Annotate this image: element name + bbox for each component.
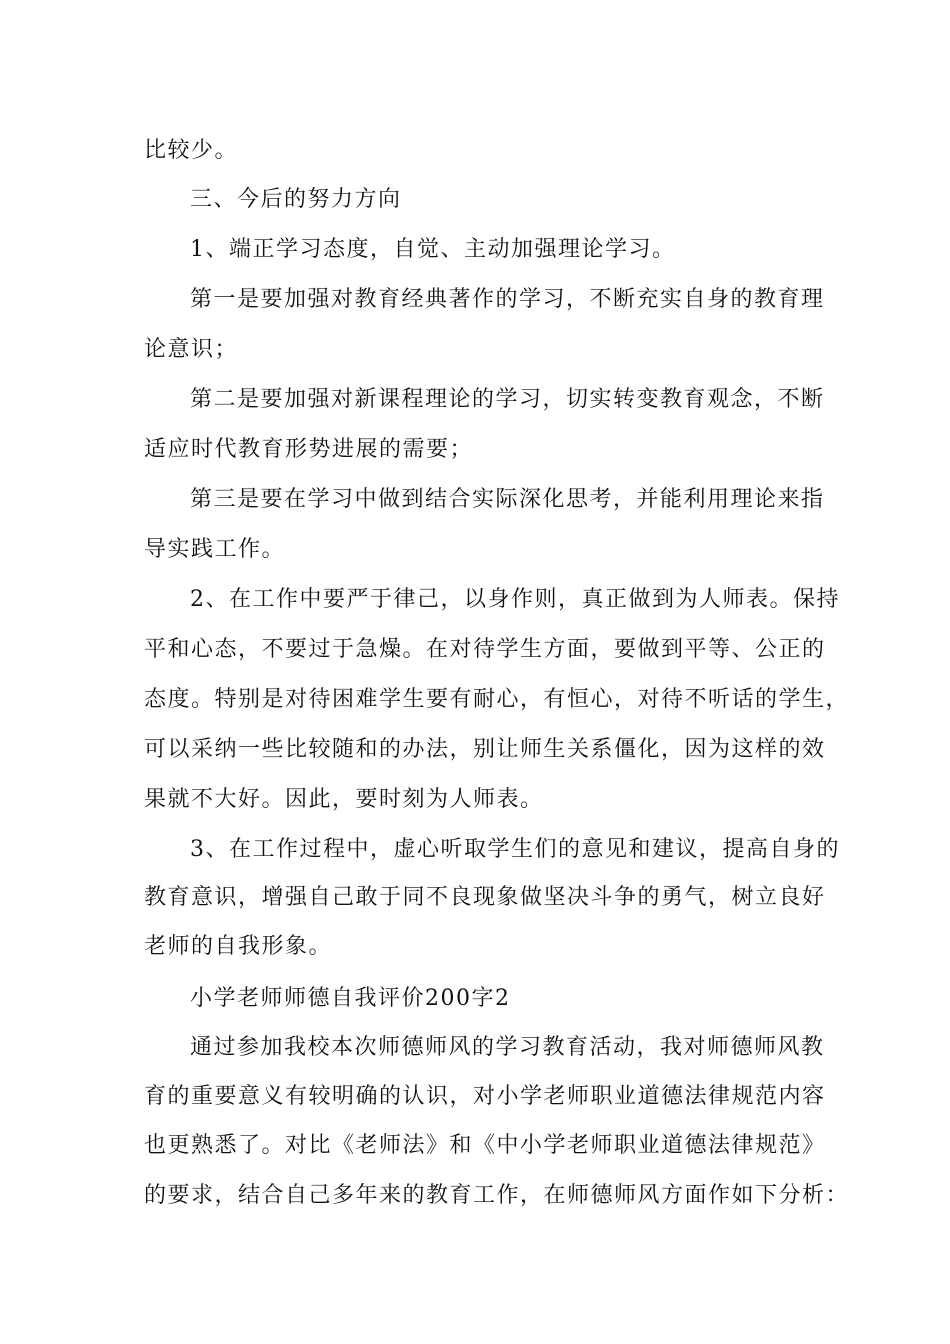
body-text-line: 育的重要意义有较明确的认识，对小学老师职业道德法律规范内容 (144, 1084, 826, 1109)
body-text-line: 的要求，结合自己多年来的教育工作，在师德师风方面作如下分析： (144, 1183, 850, 1208)
body-text-line: 果就不大好。因此，要时刻为人师表。 (144, 787, 544, 812)
body-text-line: 可以采纳一些比较随和的办法，别让师生关系僵化，因为这样的效 (144, 737, 826, 762)
body-text-line: 论意识； (144, 337, 239, 362)
body-text-line: 第二是要加强对新课程理论的学习，切实转变教育观念，不断 (190, 387, 825, 412)
body-text-line: 通过参加我校本次师德师风的学习教育活动，我对师德师风教 (190, 1035, 825, 1060)
body-text-line: 第一是要加强对教育经典著作的学习，不断充实自身的教育理 (190, 287, 825, 312)
list-item-heading: 1、端正学习态度，自觉、主动加强理论学习。 (190, 237, 676, 262)
list-item-heading: 2、在工作中要严于律己，以身作则，真正做到为人师表。保持 (190, 587, 840, 612)
list-item-heading: 3、在工作过程中，虚心听取学生们的意见和建议，提高自身的 (190, 837, 840, 862)
article-subtitle: 小学老师师德自我评价200字2 (190, 986, 511, 1011)
body-text-line: 比较少。 (144, 138, 239, 163)
body-text-line: 也更熟悉了。对比《老师法》和《中小学老师职业道德法律规范》 (144, 1133, 826, 1158)
section-heading: 三、今后的努力方向 (190, 187, 402, 212)
body-text-line: 教育意识，增强自己敢于同不良现象做坚决斗争的勇气，树立良好 (144, 885, 826, 910)
body-text-line: 导实践工作。 (144, 537, 286, 562)
body-text-line: 态度。特别是对待困难学生要有耐心，有恒心，对待不听话的学生， (144, 687, 850, 712)
body-text-line: 老师的自我形象。 (144, 934, 333, 959)
body-text-line: 第三是要在学习中做到结合实际深化思考，并能利用理论来指 (190, 487, 825, 512)
body-text-line: 适应时代教育形势进展的需要； (144, 437, 474, 462)
body-text-line: 平和心态，不要过于急燥。在对待学生方面，要做到平等、公正的 (144, 637, 826, 662)
